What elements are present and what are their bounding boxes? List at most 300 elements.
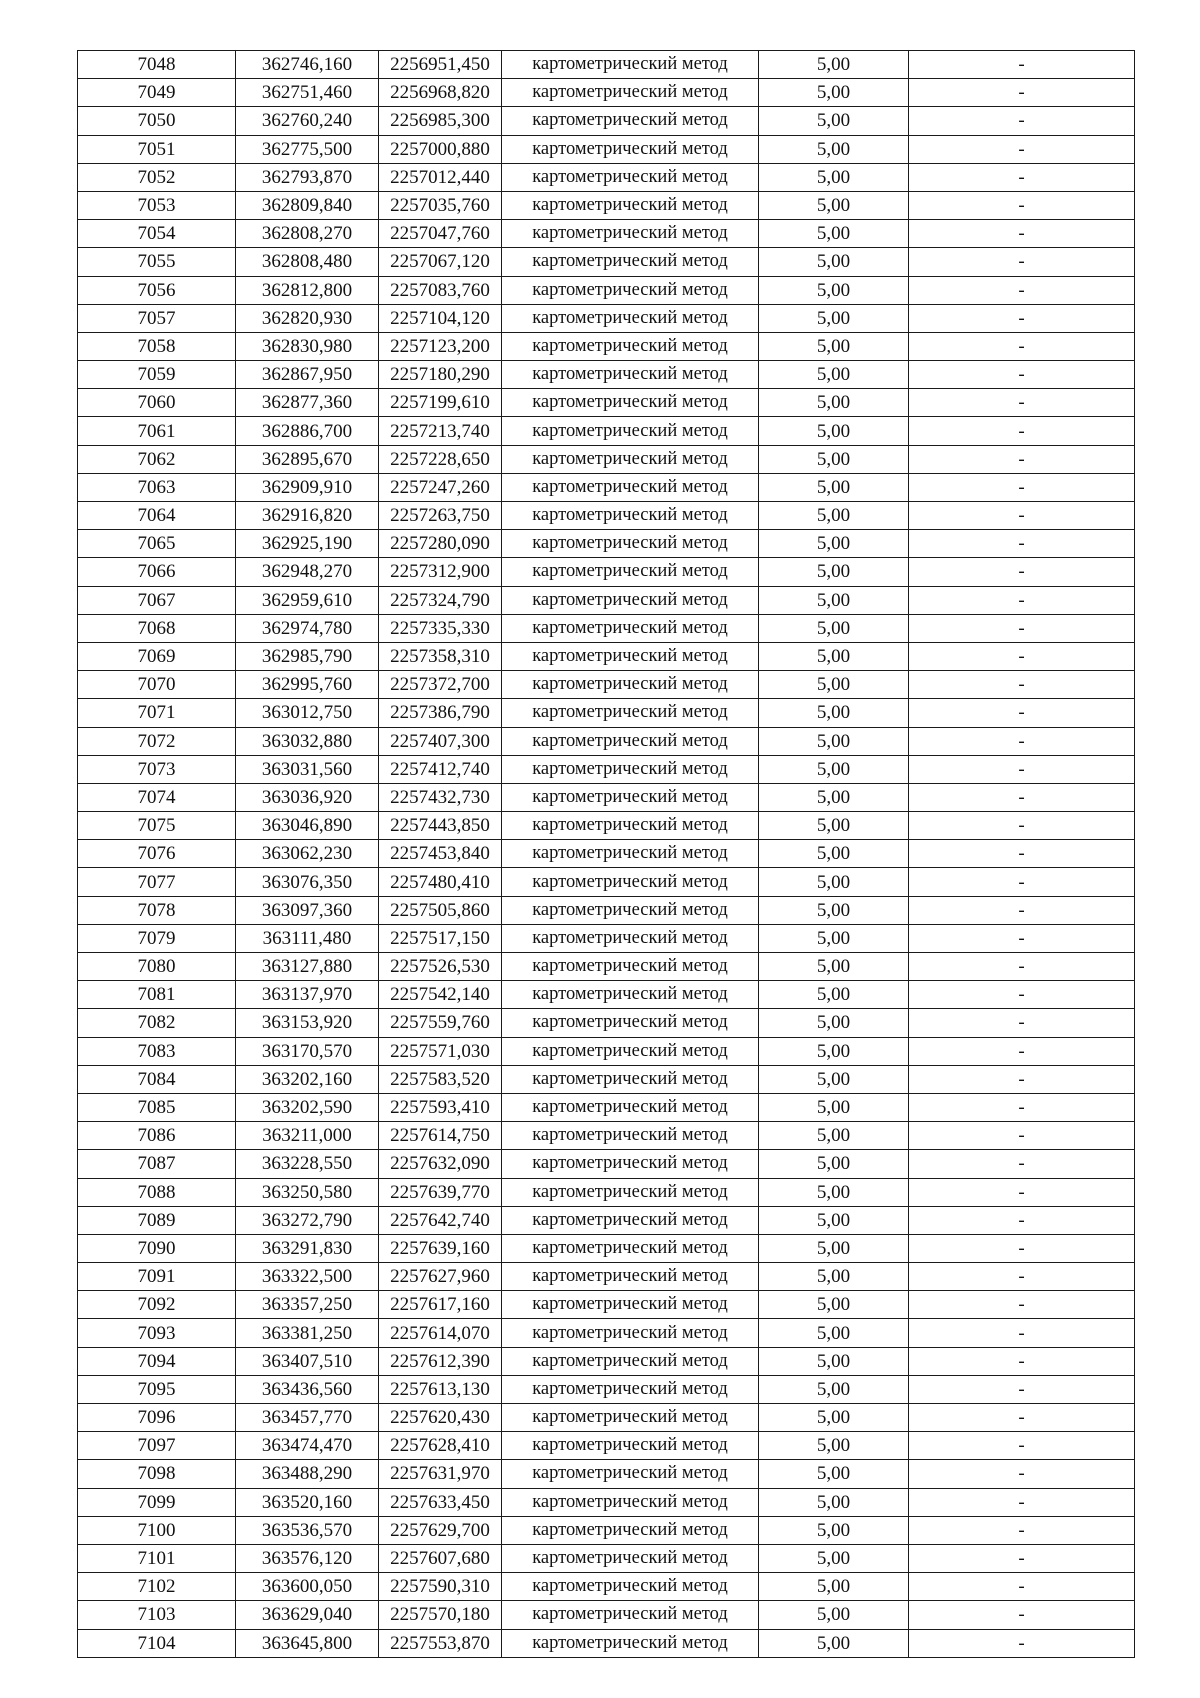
method-cell: картометрический метод <box>502 924 759 952</box>
x-coordinate-cell: 363407,510 <box>236 1347 379 1375</box>
x-coordinate-cell: 363211,000 <box>236 1122 379 1150</box>
point-number-cell: 7090 <box>78 1234 236 1262</box>
y-coordinate-cell: 2257000,880 <box>379 135 502 163</box>
x-coordinate-cell: 363629,040 <box>236 1601 379 1629</box>
y-coordinate-cell: 2257614,070 <box>379 1319 502 1347</box>
table-row <box>78 1488 1135 1516</box>
table-row <box>78 924 1135 952</box>
description-cell: - <box>909 558 1135 586</box>
table-row <box>78 1319 1135 1347</box>
y-coordinate-cell: 2257614,750 <box>379 1122 502 1150</box>
method-cell: картометрический метод <box>502 79 759 107</box>
description-cell: - <box>909 727 1135 755</box>
x-coordinate-cell: 363062,230 <box>236 840 379 868</box>
description-cell: - <box>909 163 1135 191</box>
accuracy-cell: 5,00 <box>759 1319 909 1347</box>
x-coordinate-cell: 362974,780 <box>236 614 379 642</box>
point-number-cell: 7093 <box>78 1319 236 1347</box>
method-cell: картометрический метод <box>502 699 759 727</box>
point-number-cell: 7103 <box>78 1601 236 1629</box>
method-cell: картометрический метод <box>502 614 759 642</box>
x-coordinate-cell: 363536,570 <box>236 1516 379 1544</box>
accuracy-cell: 5,00 <box>759 304 909 332</box>
accuracy-cell: 5,00 <box>759 332 909 360</box>
table-row <box>78 1460 1135 1488</box>
accuracy-cell: 5,00 <box>759 812 909 840</box>
method-cell: картометрический метод <box>502 812 759 840</box>
table-row <box>78 1516 1135 1544</box>
method-cell: картометрический метод <box>502 1009 759 1037</box>
method-cell: картометрический метод <box>502 191 759 219</box>
accuracy-cell: 5,00 <box>759 163 909 191</box>
accuracy-cell: 5,00 <box>759 445 909 473</box>
method-cell: картометрический метод <box>502 1375 759 1403</box>
table-row <box>78 276 1135 304</box>
point-number-cell: 7054 <box>78 220 236 248</box>
table-row <box>78 812 1135 840</box>
point-number-cell: 7073 <box>78 755 236 783</box>
accuracy-cell: 5,00 <box>759 558 909 586</box>
accuracy-cell: 5,00 <box>759 361 909 389</box>
accuracy-cell: 5,00 <box>759 586 909 614</box>
table-row <box>78 361 1135 389</box>
x-coordinate-cell: 362985,790 <box>236 642 379 670</box>
x-coordinate-cell: 363170,570 <box>236 1037 379 1065</box>
description-cell: - <box>909 191 1135 219</box>
y-coordinate-cell: 2257372,700 <box>379 671 502 699</box>
x-coordinate-cell: 363272,790 <box>236 1206 379 1234</box>
x-coordinate-cell: 362760,240 <box>236 107 379 135</box>
point-number-cell: 7081 <box>78 981 236 1009</box>
table-row <box>78 1122 1135 1150</box>
table-row <box>78 473 1135 501</box>
y-coordinate-cell: 2257312,900 <box>379 558 502 586</box>
table-row <box>78 1404 1135 1432</box>
table-row <box>78 586 1135 614</box>
point-number-cell: 7058 <box>78 332 236 360</box>
table-row <box>78 389 1135 417</box>
coordinates-table <box>77 50 1135 1658</box>
table-row <box>78 1150 1135 1178</box>
accuracy-cell: 5,00 <box>759 1206 909 1234</box>
y-coordinate-cell: 2257083,760 <box>379 276 502 304</box>
method-cell: картометрический метод <box>502 530 759 558</box>
x-coordinate-cell: 363036,920 <box>236 783 379 811</box>
y-coordinate-cell: 2257035,760 <box>379 191 502 219</box>
description-cell: - <box>909 1516 1135 1544</box>
table-row <box>78 671 1135 699</box>
y-coordinate-cell: 2257571,030 <box>379 1037 502 1065</box>
table-row <box>78 953 1135 981</box>
description-cell: - <box>909 79 1135 107</box>
x-coordinate-cell: 363097,360 <box>236 896 379 924</box>
table-row <box>78 558 1135 586</box>
table-row <box>78 163 1135 191</box>
y-coordinate-cell: 2257628,410 <box>379 1432 502 1460</box>
description-cell: - <box>909 868 1135 896</box>
point-number-cell: 7071 <box>78 699 236 727</box>
table-row <box>78 783 1135 811</box>
description-cell: - <box>909 614 1135 642</box>
table-row <box>78 1291 1135 1319</box>
table-row <box>78 699 1135 727</box>
table-row <box>78 530 1135 558</box>
x-coordinate-cell: 362995,760 <box>236 671 379 699</box>
accuracy-cell: 5,00 <box>759 1601 909 1629</box>
point-number-cell: 7099 <box>78 1488 236 1516</box>
point-number-cell: 7083 <box>78 1037 236 1065</box>
accuracy-cell: 5,00 <box>759 981 909 1009</box>
accuracy-cell: 5,00 <box>759 1009 909 1037</box>
accuracy-cell: 5,00 <box>759 783 909 811</box>
x-coordinate-cell: 363322,500 <box>236 1263 379 1291</box>
method-cell: картометрический метод <box>502 1488 759 1516</box>
x-coordinate-cell: 363228,550 <box>236 1150 379 1178</box>
point-number-cell: 7075 <box>78 812 236 840</box>
y-coordinate-cell: 2256985,300 <box>379 107 502 135</box>
point-number-cell: 7051 <box>78 135 236 163</box>
accuracy-cell: 5,00 <box>759 924 909 952</box>
method-cell: картометрический метод <box>502 896 759 924</box>
point-number-cell: 7101 <box>78 1544 236 1572</box>
x-coordinate-cell: 362925,190 <box>236 530 379 558</box>
y-coordinate-cell: 2257590,310 <box>379 1573 502 1601</box>
y-coordinate-cell: 2257620,430 <box>379 1404 502 1432</box>
description-cell: - <box>909 1065 1135 1093</box>
point-number-cell: 7062 <box>78 445 236 473</box>
accuracy-cell: 5,00 <box>759 699 909 727</box>
method-cell: картометрический метод <box>502 163 759 191</box>
description-cell: - <box>909 1037 1135 1065</box>
x-coordinate-cell: 362809,840 <box>236 191 379 219</box>
method-cell: картометрический метод <box>502 1150 759 1178</box>
description-cell: - <box>909 51 1135 79</box>
table-row <box>78 614 1135 642</box>
table-row <box>78 1629 1135 1657</box>
accuracy-cell: 5,00 <box>759 530 909 558</box>
method-cell: картометрический метод <box>502 1319 759 1347</box>
y-coordinate-cell: 2257559,760 <box>379 1009 502 1037</box>
table-row <box>78 1093 1135 1121</box>
y-coordinate-cell: 2257629,700 <box>379 1516 502 1544</box>
x-coordinate-cell: 363127,880 <box>236 953 379 981</box>
point-number-cell: 7086 <box>78 1122 236 1150</box>
description-cell: - <box>909 1460 1135 1488</box>
point-number-cell: 7070 <box>78 671 236 699</box>
accuracy-cell: 5,00 <box>759 248 909 276</box>
description-cell: - <box>909 135 1135 163</box>
accuracy-cell: 5,00 <box>759 1263 909 1291</box>
description-cell: - <box>909 699 1135 727</box>
method-cell: картометрический метод <box>502 1065 759 1093</box>
accuracy-cell: 5,00 <box>759 135 909 163</box>
x-coordinate-cell: 362895,670 <box>236 445 379 473</box>
accuracy-cell: 5,00 <box>759 868 909 896</box>
point-number-cell: 7056 <box>78 276 236 304</box>
point-number-cell: 7089 <box>78 1206 236 1234</box>
y-coordinate-cell: 2257453,840 <box>379 840 502 868</box>
method-cell: картометрический метод <box>502 1263 759 1291</box>
point-number-cell: 7068 <box>78 614 236 642</box>
x-coordinate-cell: 363600,050 <box>236 1573 379 1601</box>
y-coordinate-cell: 2257480,410 <box>379 868 502 896</box>
point-number-cell: 7098 <box>78 1460 236 1488</box>
description-cell: - <box>909 1432 1135 1460</box>
x-coordinate-cell: 363031,560 <box>236 755 379 783</box>
table-row <box>78 642 1135 670</box>
point-number-cell: 7088 <box>78 1178 236 1206</box>
table-row <box>78 727 1135 755</box>
method-cell: картометрический метод <box>502 1037 759 1065</box>
method-cell: картометрический метод <box>502 727 759 755</box>
accuracy-cell: 5,00 <box>759 953 909 981</box>
method-cell: картометрический метод <box>502 248 759 276</box>
method-cell: картометрический метод <box>502 276 759 304</box>
description-cell: - <box>909 1178 1135 1206</box>
x-coordinate-cell: 363153,920 <box>236 1009 379 1037</box>
y-coordinate-cell: 2257639,160 <box>379 1234 502 1262</box>
method-cell: картометрический метод <box>502 1629 759 1657</box>
point-number-cell: 7087 <box>78 1150 236 1178</box>
description-cell: - <box>909 1375 1135 1403</box>
method-cell: картометрический метод <box>502 558 759 586</box>
description-cell: - <box>909 304 1135 332</box>
y-coordinate-cell: 2257386,790 <box>379 699 502 727</box>
description-cell: - <box>909 1234 1135 1262</box>
x-coordinate-cell: 362746,160 <box>236 51 379 79</box>
method-cell: картометрический метод <box>502 473 759 501</box>
point-number-cell: 7096 <box>78 1404 236 1432</box>
method-cell: картометрический метод <box>502 1432 759 1460</box>
accuracy-cell: 5,00 <box>759 1404 909 1432</box>
description-cell: - <box>909 1347 1135 1375</box>
accuracy-cell: 5,00 <box>759 1573 909 1601</box>
method-cell: картометрический метод <box>502 1122 759 1150</box>
point-number-cell: 7064 <box>78 502 236 530</box>
point-number-cell: 7072 <box>78 727 236 755</box>
x-coordinate-cell: 363111,480 <box>236 924 379 952</box>
point-number-cell: 7057 <box>78 304 236 332</box>
description-cell: - <box>909 755 1135 783</box>
method-cell: картометрический метод <box>502 1347 759 1375</box>
description-cell: - <box>909 1263 1135 1291</box>
description-cell: - <box>909 1601 1135 1629</box>
description-cell: - <box>909 445 1135 473</box>
table-row <box>78 755 1135 783</box>
method-cell: картометрический метод <box>502 642 759 670</box>
y-coordinate-cell: 2257228,650 <box>379 445 502 473</box>
point-number-cell: 7065 <box>78 530 236 558</box>
description-cell: - <box>909 1488 1135 1516</box>
table-row <box>78 79 1135 107</box>
point-number-cell: 7069 <box>78 642 236 670</box>
y-coordinate-cell: 2257570,180 <box>379 1601 502 1629</box>
x-coordinate-cell: 362812,800 <box>236 276 379 304</box>
x-coordinate-cell: 363032,880 <box>236 727 379 755</box>
table-row <box>78 332 1135 360</box>
point-number-cell: 7076 <box>78 840 236 868</box>
x-coordinate-cell: 362959,610 <box>236 586 379 614</box>
accuracy-cell: 5,00 <box>759 840 909 868</box>
table-row <box>78 135 1135 163</box>
method-cell: картометрический метод <box>502 783 759 811</box>
point-number-cell: 7060 <box>78 389 236 417</box>
x-coordinate-cell: 362751,460 <box>236 79 379 107</box>
accuracy-cell: 5,00 <box>759 51 909 79</box>
y-coordinate-cell: 2257263,750 <box>379 502 502 530</box>
accuracy-cell: 5,00 <box>759 107 909 135</box>
y-coordinate-cell: 2256951,450 <box>379 51 502 79</box>
table-row <box>78 1347 1135 1375</box>
description-cell: - <box>909 276 1135 304</box>
description-cell: - <box>909 1319 1135 1347</box>
y-coordinate-cell: 2257213,740 <box>379 417 502 445</box>
y-coordinate-cell: 2257247,260 <box>379 473 502 501</box>
y-coordinate-cell: 2257335,330 <box>379 614 502 642</box>
accuracy-cell: 5,00 <box>759 220 909 248</box>
point-number-cell: 7080 <box>78 953 236 981</box>
x-coordinate-cell: 362867,950 <box>236 361 379 389</box>
accuracy-cell: 5,00 <box>759 473 909 501</box>
accuracy-cell: 5,00 <box>759 671 909 699</box>
point-number-cell: 7104 <box>78 1629 236 1657</box>
method-cell: картометрический метод <box>502 502 759 530</box>
point-number-cell: 7061 <box>78 417 236 445</box>
accuracy-cell: 5,00 <box>759 755 909 783</box>
table-row <box>78 1263 1135 1291</box>
x-coordinate-cell: 363645,800 <box>236 1629 379 1657</box>
accuracy-cell: 5,00 <box>759 727 909 755</box>
y-coordinate-cell: 2257632,090 <box>379 1150 502 1178</box>
point-number-cell: 7066 <box>78 558 236 586</box>
accuracy-cell: 5,00 <box>759 79 909 107</box>
table-row <box>78 1601 1135 1629</box>
method-cell: картометрический метод <box>502 1573 759 1601</box>
point-number-cell: 7052 <box>78 163 236 191</box>
accuracy-cell: 5,00 <box>759 1544 909 1572</box>
method-cell: картометрический метод <box>502 332 759 360</box>
method-cell: картометрический метод <box>502 220 759 248</box>
description-cell: - <box>909 1150 1135 1178</box>
table-row <box>78 1234 1135 1262</box>
method-cell: картометрический метод <box>502 1178 759 1206</box>
accuracy-cell: 5,00 <box>759 1460 909 1488</box>
table-row <box>78 502 1135 530</box>
accuracy-cell: 5,00 <box>759 1516 909 1544</box>
method-cell: картометрический метод <box>502 840 759 868</box>
description-cell: - <box>909 1629 1135 1657</box>
description-cell: - <box>909 1544 1135 1572</box>
table-row <box>78 1178 1135 1206</box>
y-coordinate-cell: 2257607,680 <box>379 1544 502 1572</box>
point-number-cell: 7082 <box>78 1009 236 1037</box>
description-cell: - <box>909 220 1135 248</box>
y-coordinate-cell: 2257642,740 <box>379 1206 502 1234</box>
table-row <box>78 107 1135 135</box>
method-cell: картометрический метод <box>502 1460 759 1488</box>
description-cell: - <box>909 981 1135 1009</box>
y-coordinate-cell: 2257617,160 <box>379 1291 502 1319</box>
point-number-cell: 7077 <box>78 868 236 896</box>
y-coordinate-cell: 2257613,130 <box>379 1375 502 1403</box>
description-cell: - <box>909 1122 1135 1150</box>
point-number-cell: 7102 <box>78 1573 236 1601</box>
y-coordinate-cell: 2257593,410 <box>379 1093 502 1121</box>
y-coordinate-cell: 2257542,140 <box>379 981 502 1009</box>
y-coordinate-cell: 2257631,970 <box>379 1460 502 1488</box>
y-coordinate-cell: 2257553,870 <box>379 1629 502 1657</box>
y-coordinate-cell: 2257517,150 <box>379 924 502 952</box>
y-coordinate-cell: 2257123,200 <box>379 332 502 360</box>
y-coordinate-cell: 2257067,120 <box>379 248 502 276</box>
description-cell: - <box>909 671 1135 699</box>
method-cell: картометрический метод <box>502 1206 759 1234</box>
method-cell: картометрический метод <box>502 868 759 896</box>
method-cell: картометрический метод <box>502 671 759 699</box>
description-cell: - <box>909 953 1135 981</box>
accuracy-cell: 5,00 <box>759 191 909 219</box>
x-coordinate-cell: 363137,970 <box>236 981 379 1009</box>
method-cell: картометрический метод <box>502 1093 759 1121</box>
accuracy-cell: 5,00 <box>759 1065 909 1093</box>
description-cell: - <box>909 840 1135 868</box>
point-number-cell: 7059 <box>78 361 236 389</box>
table-row <box>78 1573 1135 1601</box>
table-row <box>78 191 1135 219</box>
description-cell: - <box>909 896 1135 924</box>
y-coordinate-cell: 2256968,820 <box>379 79 502 107</box>
x-coordinate-cell: 363250,580 <box>236 1178 379 1206</box>
description-cell: - <box>909 1093 1135 1121</box>
method-cell: картометрический метод <box>502 389 759 417</box>
method-cell: картометрический метод <box>502 417 759 445</box>
description-cell: - <box>909 389 1135 417</box>
point-number-cell: 7097 <box>78 1432 236 1460</box>
method-cell: картометрический метод <box>502 755 759 783</box>
table-row <box>78 868 1135 896</box>
y-coordinate-cell: 2257633,450 <box>379 1488 502 1516</box>
y-coordinate-cell: 2257526,530 <box>379 953 502 981</box>
y-coordinate-cell: 2257047,760 <box>379 220 502 248</box>
description-cell: - <box>909 248 1135 276</box>
x-coordinate-cell: 362909,910 <box>236 473 379 501</box>
table-row <box>78 981 1135 1009</box>
description-cell: - <box>909 924 1135 952</box>
accuracy-cell: 5,00 <box>759 1178 909 1206</box>
table-row <box>78 417 1135 445</box>
x-coordinate-cell: 363076,350 <box>236 868 379 896</box>
y-coordinate-cell: 2257505,860 <box>379 896 502 924</box>
table-row <box>78 304 1135 332</box>
point-number-cell: 7067 <box>78 586 236 614</box>
y-coordinate-cell: 2257358,310 <box>379 642 502 670</box>
description-cell: - <box>909 1206 1135 1234</box>
table-row <box>78 1065 1135 1093</box>
x-coordinate-cell: 363357,250 <box>236 1291 379 1319</box>
accuracy-cell: 5,00 <box>759 1093 909 1121</box>
point-number-cell: 7092 <box>78 1291 236 1319</box>
x-coordinate-cell: 363488,290 <box>236 1460 379 1488</box>
accuracy-cell: 5,00 <box>759 502 909 530</box>
description-cell: - <box>909 473 1135 501</box>
accuracy-cell: 5,00 <box>759 1037 909 1065</box>
y-coordinate-cell: 2257280,090 <box>379 530 502 558</box>
method-cell: картометрический метод <box>502 304 759 332</box>
y-coordinate-cell: 2257324,790 <box>379 586 502 614</box>
table-row <box>78 1544 1135 1572</box>
method-cell: картометрический метод <box>502 51 759 79</box>
description-cell: - <box>909 502 1135 530</box>
